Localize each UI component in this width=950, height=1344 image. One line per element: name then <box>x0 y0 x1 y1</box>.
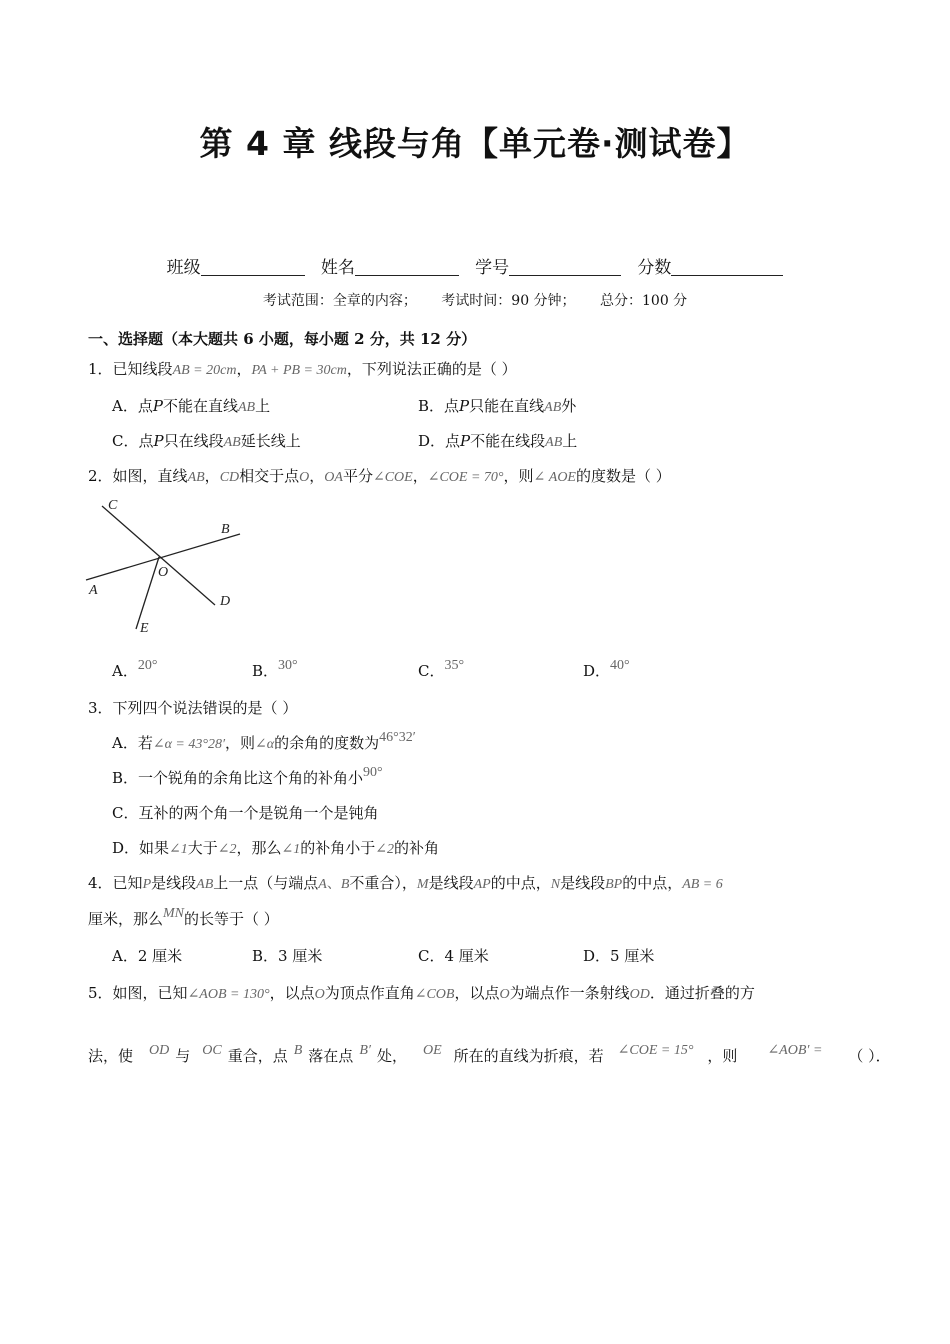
q1-option-a[interactable] <box>112 395 270 416</box>
math-expr: ∠α <box>255 737 275 752</box>
opt-text: 延长线上 <box>240 432 301 450</box>
opt-text: ，那么 <box>236 839 282 857</box>
q-text: ， <box>309 467 325 485</box>
opt-text: B． <box>252 662 279 680</box>
question-number: 5． <box>88 984 113 1002</box>
math-expr: MN <box>163 906 185 921</box>
math-expr: ∠AOB = 130° <box>187 987 270 1002</box>
math-var: P <box>460 432 471 450</box>
score-label: 分数 <box>637 258 672 278</box>
q-text: 是线段 <box>560 874 606 892</box>
q-text: ， <box>204 467 220 485</box>
q-text: 相交于点 <box>239 467 300 485</box>
math-expr: A <box>318 877 327 892</box>
q-text: 法，使 <box>88 1047 134 1065</box>
label-e: E <box>140 621 149 636</box>
math-expr: 35° <box>444 658 465 673</box>
question-4 <box>88 872 723 893</box>
math-expr: 30° <box>278 658 298 673</box>
q3-option-a[interactable] <box>112 732 416 753</box>
opt-text: 大于 <box>187 839 218 857</box>
opt-text: A． <box>112 662 138 680</box>
math-expr: OA <box>324 470 343 485</box>
math-expr: AB <box>545 435 563 450</box>
q-text: 重合，点 <box>227 1047 288 1065</box>
question-2 <box>88 465 671 486</box>
math-expr: 40° <box>610 658 630 673</box>
q-text: 已知线段 <box>112 360 173 378</box>
class-label: 班级 <box>166 258 201 278</box>
q-text: ，以点 <box>454 984 500 1002</box>
exam-scope: 考试范围：全章的内容； <box>262 293 417 309</box>
line-cd <box>102 506 215 605</box>
q-text: ， <box>412 467 428 485</box>
math-expr: AB <box>544 400 562 415</box>
q-text: 是线段 <box>151 874 197 892</box>
student-info-row <box>0 253 950 278</box>
math-expr: AB <box>223 435 241 450</box>
math-expr: AB = 6 <box>682 877 723 892</box>
math-expr: OD <box>629 987 650 1002</box>
opt-text: C． <box>418 662 445 680</box>
label-a: A <box>89 583 98 598</box>
math-expr: B <box>340 877 350 892</box>
q3-option-d[interactable] <box>112 837 439 858</box>
opt-text: 只在线段 <box>163 432 224 450</box>
label-b: B <box>221 522 230 537</box>
math-var: P <box>459 397 470 415</box>
math-expr: AB <box>187 470 205 485</box>
question-4-line-2 <box>88 908 279 929</box>
opt-text: D．如果 <box>112 839 170 857</box>
q-text: ，以点 <box>269 984 315 1002</box>
opt-text: 外 <box>561 397 577 415</box>
q-text: ， <box>236 360 252 378</box>
q1-option-d[interactable] <box>418 430 577 451</box>
opt-text: B．一个锐角的余角比这个角的补角小 <box>112 769 364 787</box>
opt-text: 的补角 <box>394 839 440 857</box>
q-text: 如图，直线 <box>112 467 188 485</box>
question-5 <box>88 982 755 1003</box>
math-expr: AP <box>473 877 491 892</box>
math-expr: 46°32′ <box>379 730 416 745</box>
math-expr: ∠2 <box>217 842 237 857</box>
opt-text: 的余角的度数为 <box>274 734 380 752</box>
opt-text: 的补角小于 <box>300 839 376 857</box>
opt-text: 上 <box>255 397 271 415</box>
math-expr: ∠COE = 70° <box>427 470 504 485</box>
math-expr: B′ <box>359 1043 371 1058</box>
math-expr: B <box>293 1043 303 1058</box>
exam-total: 总分：100 分 <box>600 293 688 309</box>
exam-meta <box>0 290 950 310</box>
math-expr: PA + PB = 30cm <box>251 363 347 378</box>
opt-text: 只能在直线 <box>469 397 545 415</box>
question-number: 3． <box>88 699 113 717</box>
math-expr: N <box>550 877 561 892</box>
q2-figure <box>80 492 250 637</box>
q-text: 为顶点作直角 <box>324 984 415 1002</box>
math-expr: OE <box>422 1043 442 1058</box>
math-expr: M <box>416 877 429 892</box>
q3-option-c[interactable] <box>112 802 378 823</box>
q2-option-c[interactable] <box>418 660 464 681</box>
q-text: 的中点， <box>622 874 683 892</box>
q-text: 的中点， <box>490 874 551 892</box>
label-d: D <box>220 594 231 609</box>
exam-time: 考试时间：90 分钟； <box>441 293 576 309</box>
question-number: 1． <box>88 360 113 378</box>
q-text: ，则 <box>707 1047 738 1065</box>
q-text: 下列四个说法错误的是（ ） <box>112 699 298 717</box>
q-text: 厘米，那么 <box>88 910 164 928</box>
q-text: ，下列说法正确的是（ ） <box>346 360 517 378</box>
math-expr: ∠COE = 15° <box>617 1043 694 1058</box>
name-blank[interactable] <box>355 257 459 276</box>
math-expr: CD <box>219 470 240 485</box>
class-blank[interactable] <box>201 257 305 276</box>
math-expr: 90° <box>363 765 383 780</box>
q-text: 所在的直线为折痕，若 <box>453 1047 604 1065</box>
opt-text: ，则 <box>225 734 256 752</box>
math-expr: AB <box>196 877 214 892</box>
ray-oe <box>136 557 159 629</box>
q-text: 落在点 <box>308 1047 354 1065</box>
label-c: C <box>108 498 118 513</box>
opt-text: C．互补的两个角一个是锐角一个是钝角 <box>112 804 379 822</box>
q4-option-c[interactable]: C．4 厘米 <box>418 947 489 965</box>
q-text: 上一点（与端点 <box>213 874 319 892</box>
opt-text: C．点 <box>112 432 154 450</box>
math-var: P <box>153 432 164 450</box>
q-text: ，则 <box>503 467 534 485</box>
q-text: 不重合）， <box>349 874 417 892</box>
opt-text: 上 <box>562 432 578 450</box>
math-expr: O <box>499 987 510 1002</box>
opt-text: 不能在直线 <box>162 397 238 415</box>
math-expr: P <box>142 877 152 892</box>
math-expr: OC <box>202 1043 222 1058</box>
question-3 <box>88 697 297 718</box>
math-expr: 20° <box>137 658 158 673</box>
q-text: 与 <box>175 1047 191 1065</box>
math-expr: ∠1 <box>281 842 301 857</box>
math-expr: ∠COE <box>372 470 413 485</box>
math-expr: AB = 20cm <box>172 363 237 378</box>
q4-option-d[interactable]: D．5 厘米 <box>583 947 655 965</box>
q2-option-b[interactable] <box>252 660 298 681</box>
q2-option-a[interactable] <box>112 660 157 681</box>
math-expr: OD <box>149 1043 170 1058</box>
math-expr: O <box>314 987 325 1002</box>
opt-text: D．点 <box>418 432 461 450</box>
q-text: ．通过折叠的方 <box>649 984 755 1002</box>
label-o: O <box>158 565 169 580</box>
q-text: 平分 <box>342 467 373 485</box>
id-label: 学号 <box>475 258 510 278</box>
math-expr: ∠AOB′ = <box>767 1043 823 1058</box>
q3-option-b[interactable] <box>112 767 383 788</box>
q1-option-b[interactable] <box>418 395 576 416</box>
q-text: 为端点作一条射线 <box>509 984 630 1002</box>
opt-text: 不能在线段 <box>470 432 546 450</box>
question-1 <box>88 358 517 379</box>
opt-text: B．点 <box>418 397 460 415</box>
q-text: 的度数是（ ） <box>575 467 671 485</box>
math-expr: ∠2 <box>375 842 395 857</box>
name-label: 姓名 <box>320 258 355 278</box>
id-blank[interactable] <box>509 257 621 276</box>
page-title: 第 4 章 线段与角【单元卷·测试卷】 <box>199 124 751 163</box>
opt-text: D． <box>583 662 611 680</box>
q4-option-a[interactable]: A．2 厘米 <box>112 947 183 965</box>
opt-text: A．点 <box>112 397 153 415</box>
section-heading: 一、选择题（本大题共 6 小题，每小题 2 分，共 12 分） <box>88 330 477 348</box>
q2-option-d[interactable] <box>583 660 630 681</box>
q-text: 是线段 <box>428 874 474 892</box>
question-number: 4． <box>88 874 113 892</box>
q-text: 的长等于（ ） <box>184 910 279 928</box>
math-expr: ∠α = 43°28′ <box>152 737 226 752</box>
q-text: 、 <box>326 877 341 892</box>
question-5-line-2 <box>88 1045 891 1066</box>
math-expr: ∠1 <box>169 842 188 857</box>
q4-option-b[interactable]: B．3 厘米 <box>252 947 323 965</box>
q-text: （ ）． <box>848 1047 891 1065</box>
math-expr: ∠COB <box>414 987 455 1002</box>
q1-option-c[interactable] <box>112 430 301 451</box>
score-blank[interactable] <box>671 257 783 276</box>
q-text: 处， <box>376 1047 407 1065</box>
opt-text: A．若 <box>112 734 153 752</box>
math-expr: AB <box>237 400 256 415</box>
math-var: P <box>152 397 163 415</box>
question-number: 2． <box>88 467 113 485</box>
math-expr: ∠ AOE <box>533 470 576 485</box>
q-text: 如图，已知 <box>112 984 188 1002</box>
q-text: 已知 <box>112 874 143 892</box>
math-expr: BP <box>605 877 623 892</box>
math-expr: O <box>299 470 310 485</box>
